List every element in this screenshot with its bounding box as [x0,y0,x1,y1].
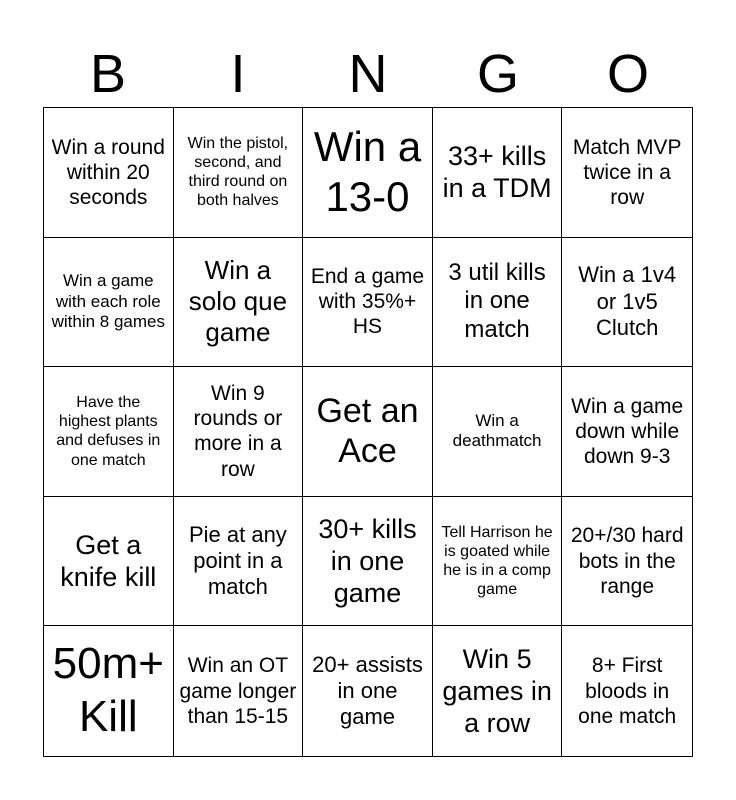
cell-text: Win 5 games in a row [442,643,552,739]
bingo-cell[interactable] [562,108,692,238]
bingo-cell[interactable] [433,497,563,627]
bingo-cell[interactable] [303,367,433,497]
cell-text: Get a knife kill [60,529,157,593]
cell-text: Win a solo que game [188,255,288,348]
bingo-cell[interactable] [303,238,433,368]
bingo-cell[interactable] [562,626,692,756]
bingo-cell[interactable] [44,497,174,627]
cell-text: 30+ kills in one game [318,513,417,609]
header-letter-b: B [89,44,127,104]
bingo-cell[interactable] [562,238,692,368]
bingo-cell[interactable] [433,238,563,368]
bingo-cell[interactable] [44,626,174,756]
cell-text: Win a 1v4 or 1v5 Clutch [578,262,677,341]
cell-text: Win 9 rounds or more in a row [193,382,283,481]
cell-text: Match MVP twice in a row [572,135,682,209]
bingo-cell[interactable] [174,108,304,238]
cell-text: Win a game with each role within 8 games [51,271,165,332]
bingo-cell[interactable] [44,238,174,368]
header-letter-i: I [230,44,246,104]
bingo-cell[interactable] [174,497,304,627]
bingo-cell[interactable] [303,108,433,238]
header-letter-g: G [476,44,519,104]
cell-text: Win an OT game longer than 15-15 [179,654,297,728]
cell-text: Win a 13-0 [313,122,422,221]
cell-text: 50m+ Kill [52,639,164,742]
bingo-header [43,40,693,108]
bingo-cell[interactable] [433,626,563,756]
bingo-cell[interactable] [303,497,433,627]
cell-text: Win a deathmatch [452,411,542,451]
cell-text: 8+ First bloods in one match [578,654,677,728]
bingo-cell[interactable] [433,108,563,238]
cell-text: 20+ assists in one game [312,651,423,730]
bingo-cell[interactable] [44,108,174,238]
bingo-cell[interactable] [174,626,304,756]
cell-text: Get an Ace [316,391,419,471]
bingo-cell[interactable] [433,367,563,497]
bingo-board [43,107,693,757]
bingo-cell[interactable] [174,238,304,368]
bingo-cell[interactable] [562,497,692,627]
cell-text: Win a round within 20 seconds [51,135,165,209]
bingo-cell[interactable] [174,367,304,497]
cell-text: 33+ kills in a TDM [442,140,552,204]
cell-text: End a game with 35%+ HS [310,265,425,339]
cell-text: 20+/30 hard bots in the range [570,524,684,598]
bingo-cell[interactable] [44,367,174,497]
bingo-cell[interactable] [303,626,433,756]
cell-text: Pie at any point in a match [188,521,287,600]
cell-text: Win the pistol, second, and third round on both halves [187,134,289,210]
header-letter-o: O [606,44,649,104]
cell-text: Have the highest plants and defuses in one match [56,394,161,469]
cell-text: Tell Harrison he is goated while he is in a comp game [441,523,553,599]
cell-text: Win a game down while down 9-3 [571,394,684,469]
cell-text: 3 util kills in one match [448,258,546,344]
bingo-cell[interactable] [562,367,692,497]
header-letter-n: N [348,44,388,104]
